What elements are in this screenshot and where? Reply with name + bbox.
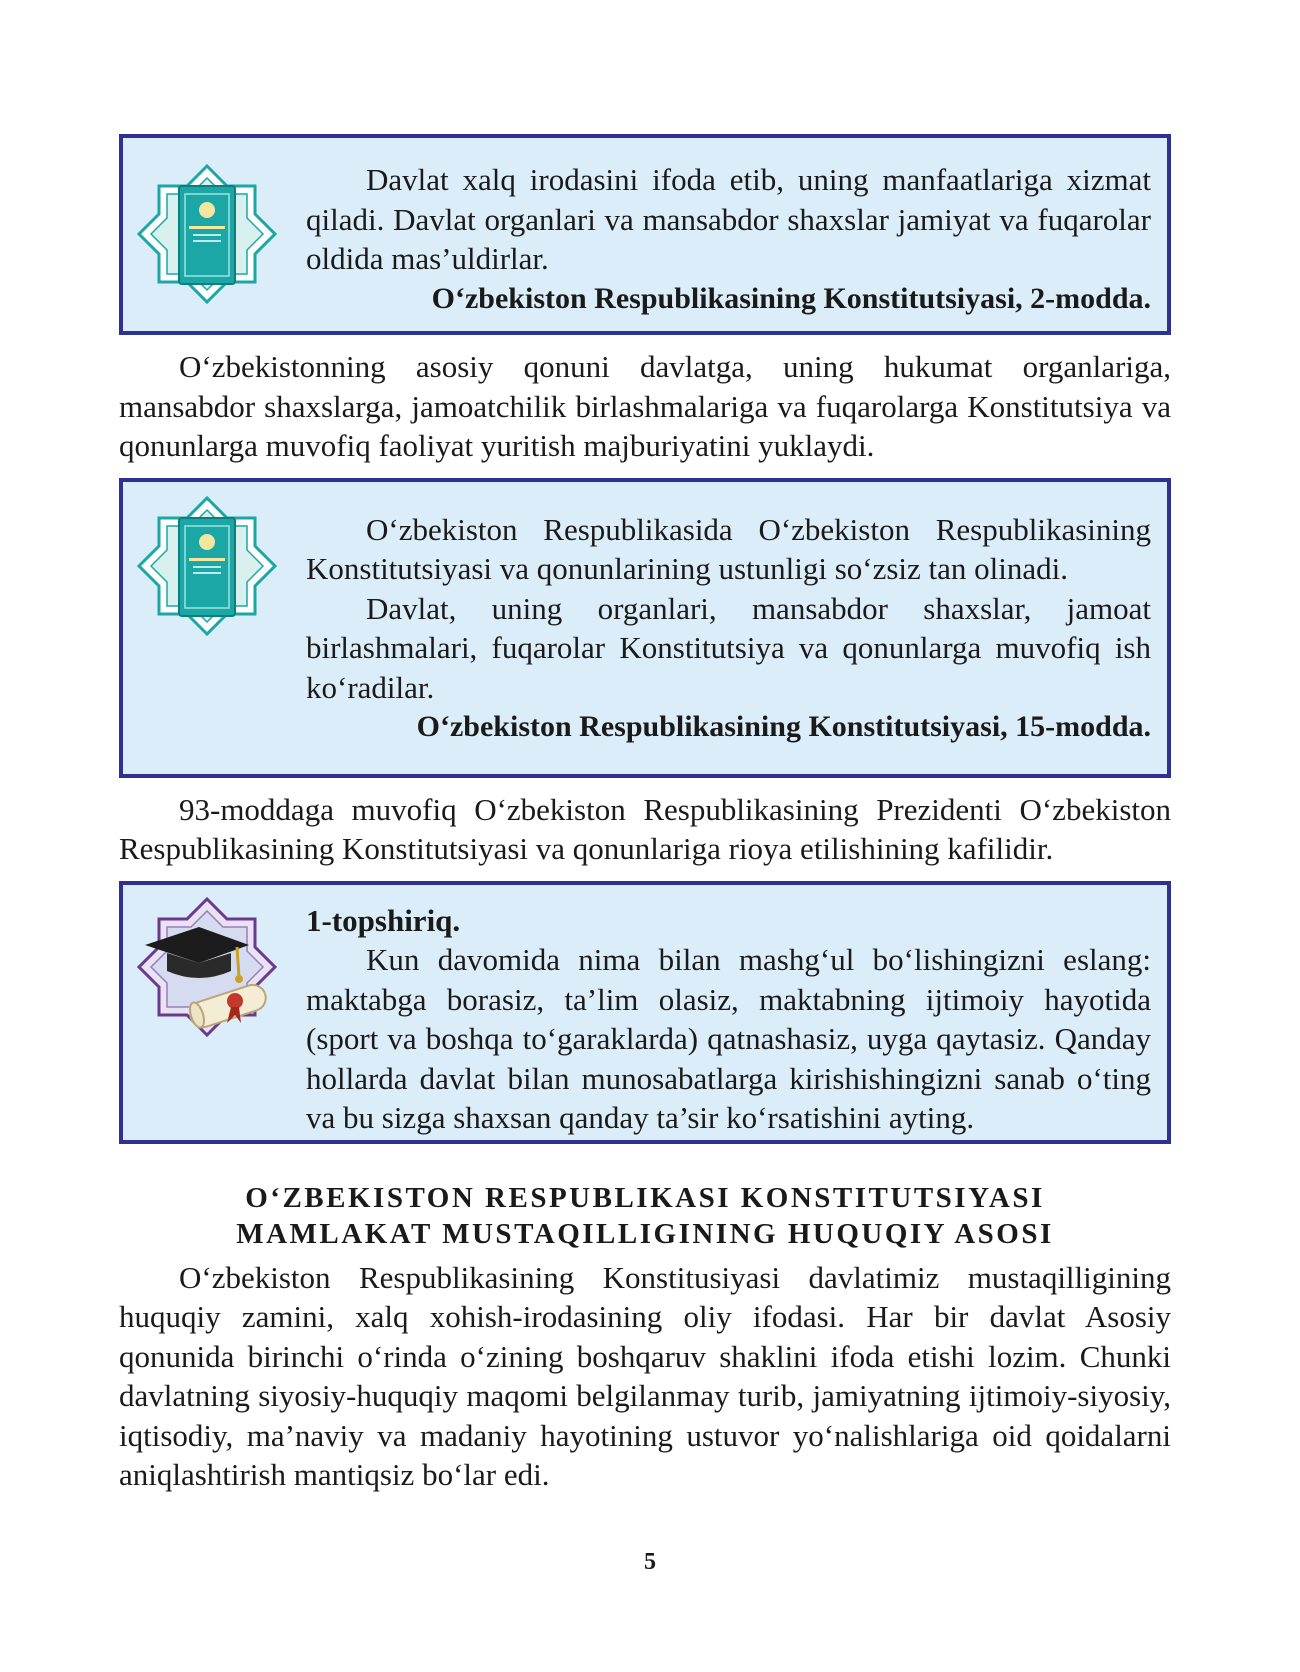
box1-reference: O‘zbekiston Respublikasining Konstitutsiyasi, 2-modda.: [431, 281, 1151, 315]
page-number: 5: [644, 1549, 656, 1575]
constitution-book-icon: [137, 496, 277, 636]
paragraph-1: O‘zbekistonning asosiy qonuni davlatga, uning hukumat organlariga, mansabdor shaxslarga, jamoatchilik birlashmalariga va fuqarolarga Konstitutsiya va qonunlarga muvofiq faoliyat yuritish majburiyatini yuklaydi.: [119, 349, 1171, 463]
constitution-quote-box-1: [119, 134, 1171, 335]
graduation-cap-diploma-icon: [137, 897, 277, 1037]
task-title: 1-topshiriq.: [306, 902, 461, 938]
page-content: [119, 134, 1171, 1495]
paragraph-2: 93-moddaga muvofiq O‘zbekiston Respublikasining Prezidenti O‘zbekiston Respublikasining Konstitutsiyasi va qonunlariga rioya etilishining kafilidir.: [119, 791, 1171, 866]
box2-reference: O‘zbekiston Respublikasining Konstitutsiyasi, 15-modda.: [416, 710, 1151, 743]
constitution-quote-box-2: [119, 478, 1171, 778]
box2-text-2: Davlat, uning organlari, mansabdor shaxslar, jamoat birlashmalari, fuqarolar Konstitutsiya va qonunlarga muvofiq ish ko‘radilar.: [306, 590, 1151, 705]
section-heading-line-2: MAMLAKAT MUSTAQILLIGINING HUQUQIY ASOSI: [236, 1217, 1054, 1250]
box2-text-1: O‘zbekiston Respublikasida O‘zbekiston Respublikasining Konstitutsiyasi va qonunlarining ustunligi so‘zsiz tan olinadi.: [306, 511, 1151, 586]
paragraph-3: O‘zbekiston Respublikasining Konstitusiyasi davlatimiz mustaqilligining huquqiy zamini, xalq xohish-irodasining oliy ifodasi. Har bir davlat Asosiy qonunida birinchi o‘rinda o‘zining boshqaruv shaklini ifoda etishi lozim. Chunki davlatning siyosiy-huquqiy maqomi belgilanmay turib, jamiyatning ijtimoiy-siyosiy, iqtisodiy, ma’naviy va madaniy hayotining ustuvor yo‘nalishlariga oid qoidalarni aniqlashtirish mantiqsiz bo‘lar edi.: [119, 1259, 1171, 1492]
box1-text: Davlat xalq irodasini ifoda etib, uning manfaatlariga xizmat qiladi. Davlat organlari va mansabdor shaxslar jamiyat va fuqarolar oldida mas’uldirlar.: [306, 162, 1151, 276]
section-heading: [119, 1180, 1171, 1252]
constitution-book-icon: [137, 164, 277, 304]
section-heading-line-1: O‘ZBEKISTON RESPUBLIKASI KONSTITUTSIYASI: [245, 1181, 1045, 1214]
task-text: Kun davomida nima bilan mashg‘ul bo‘lishingizni eslang: maktabga borasiz, ta’lim olasiz, maktabning ijtimoiy hayotida (sport va boshqa to‘garaklarda) qatnashasiz, uyga qaytasiz. Qanday hollarda davlat bilan munosabatlarga kirishishingizni sanab o‘ting va bu sizga shaxsan qanday ta’sir ko‘rsatishini ayting.: [306, 942, 1151, 1135]
task-box: [119, 881, 1171, 1144]
